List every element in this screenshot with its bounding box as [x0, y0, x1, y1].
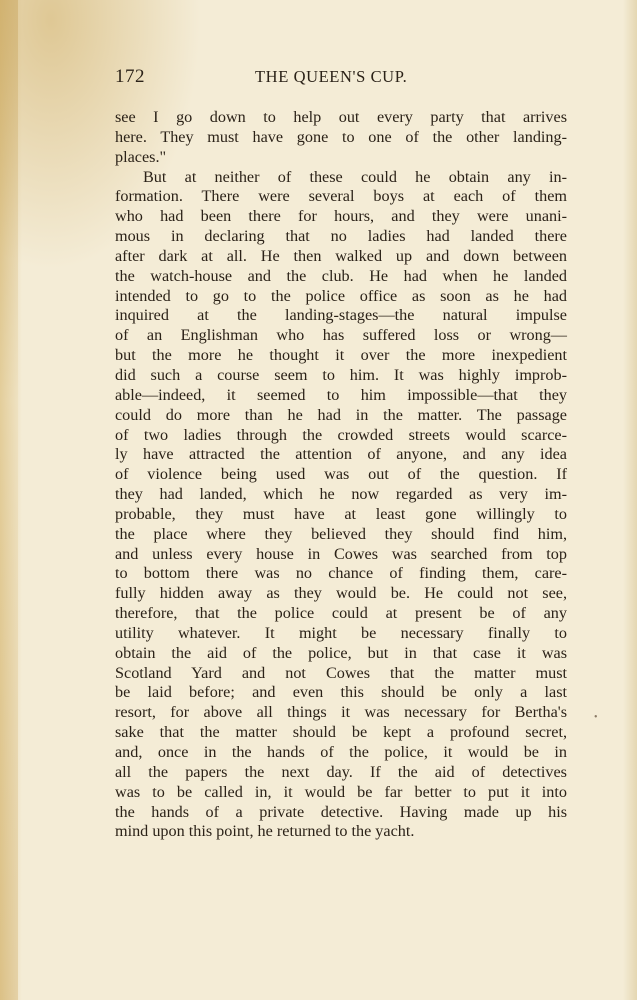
running-head: THE QUEEN'S CUP.	[255, 67, 408, 86]
text-line: could do more than he had in the matter. The passage	[115, 405, 567, 424]
text-line: all the papers the next day. If the aid of detectives	[115, 762, 567, 781]
text-line: see I go down to help out every party that arrives	[115, 108, 567, 126]
text-line: fully hidden away as they would be. He could not see,	[115, 584, 567, 603]
text-line: was to be called in, it would be far better to put it into	[115, 782, 567, 801]
text-line: of two ladies through the crowded streets would scarce-	[115, 425, 567, 444]
text-line: But at neither of these could he obtain any in-	[143, 167, 567, 186]
text-line: Scotland Yard and not Cowes that the matter must	[115, 663, 567, 682]
text-line: and, once in the hands of the police, it would be in	[115, 743, 567, 761]
text-line: inquired at the landing-stages—the natural impulse	[115, 306, 567, 325]
text-line: the place where they believed they should find him,	[115, 524, 567, 543]
text-line: resort, for above all things it was necessary for Bertha's	[115, 703, 567, 722]
page-number: 172	[115, 66, 145, 87]
text-line: probable, they must have at least gone willingly to	[115, 504, 567, 523]
text-line: mind upon this point, he returned to the yacht.	[115, 822, 415, 841]
text-line: of an Englishman who has suffered loss or wrong—	[115, 326, 567, 345]
margin-mark: •	[594, 712, 598, 723]
body-text	[115, 108, 567, 842]
page-edge-stain	[0, 0, 18, 1000]
text-line: and unless every house in Cowes was searched from top	[115, 544, 567, 563]
page-header	[115, 66, 567, 90]
text-line: obtain the aid of the police, but in that case it was	[115, 643, 567, 662]
text-line: here. They must have gone to one of the other landing-	[115, 127, 567, 146]
text-line: did such a course seem to him. It was highly improb-	[115, 365, 567, 384]
text-line: formation. There were several boys at each of them	[115, 187, 567, 206]
text-line: but the more he thought it over the more inexpedient	[115, 346, 567, 365]
text-line: able—indeed, it seemed to him impossible—that they	[115, 385, 567, 404]
text-line: of violence being used was out of the question. If	[115, 465, 567, 484]
text-line: they had landed, which he now regarded as very im-	[115, 485, 567, 504]
text-line: sake that the matter should be kept a profound secret,	[115, 723, 567, 742]
text-line: after dark at all. He then walked up and down between	[115, 246, 567, 265]
text-line: ly have attracted the attention of anyone, and any idea	[115, 445, 567, 464]
text-line: places."	[115, 147, 167, 166]
text-line: the hands of a private detective. Having made up his	[115, 802, 567, 821]
text-line: utility whatever. It might be necessary finally to	[115, 623, 567, 642]
text-line: to bottom there was no chance of finding them, care-	[115, 564, 567, 583]
text-line: who had been there for hours, and they were unani-	[115, 207, 567, 226]
text-line: the watch-house and the club. He had when he landed	[115, 266, 567, 285]
text-line: mous in declaring that no ladies had landed there	[115, 227, 567, 246]
text-line: intended to go to the police office as soon as he had	[115, 286, 567, 305]
text-line: be laid before; and even this should be only a last	[115, 683, 567, 702]
text-line: therefore, that the police could at present be of any	[115, 604, 567, 623]
